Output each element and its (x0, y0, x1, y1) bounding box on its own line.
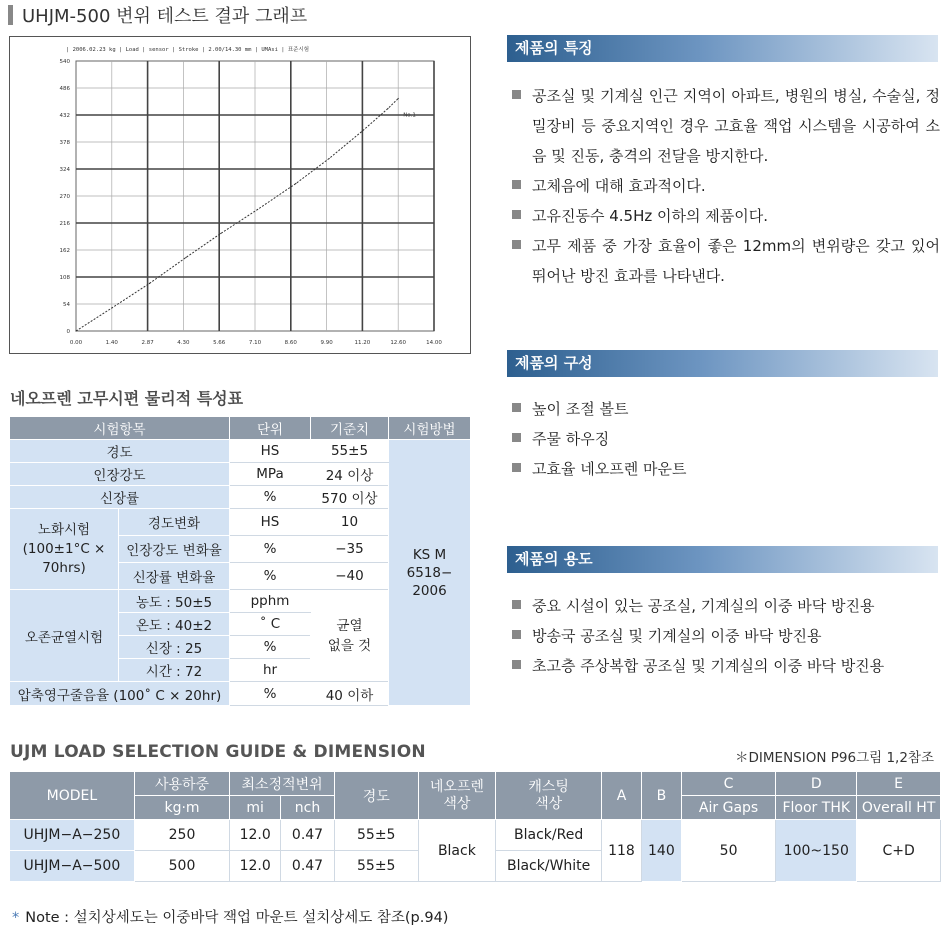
displacement-graph (9, 36, 471, 354)
table-row: UHJM−A−500 500 12.0 0.47 55±5 Black/White (10, 851, 941, 882)
th-standard: 기준치 (311, 417, 389, 440)
th-air-gaps: Air Gaps (681, 796, 776, 820)
x-tick-label: 1.40 (105, 340, 118, 346)
composition-list (512, 394, 940, 484)
th-c: C (681, 772, 776, 796)
table-row: 압축영구줄음율 (100˚ C × 20hr) % 40 이하 (10, 682, 471, 706)
th-unit: 단위 (230, 417, 311, 440)
usage-header: 제품의 용도 (507, 546, 938, 573)
y-tick-label: 486 (59, 86, 70, 92)
note-star: * (12, 910, 20, 926)
bullet-square-icon (512, 463, 521, 472)
footnote: * Note : 설치상세도는 이중바닥 잭업 마운트 설치상세도 참조(p.94) (12, 910, 449, 926)
usage-item: 중요 시설이 있는 공조실, 기계실의 이중 바닥 방진용 (512, 591, 940, 621)
feature-item: 고유진동수 4.5Hz 이하의 제품이다. (512, 201, 940, 231)
x-tick-label: 7.10 (248, 340, 262, 346)
y-tick-label: 378 (59, 140, 70, 146)
bullet-square-icon (512, 180, 521, 189)
bullet-square-icon (512, 403, 521, 412)
composition-item: 고효율 네오프렌 마운트 (512, 454, 940, 484)
bullet-square-icon (512, 600, 521, 609)
ujm-title: UJM LOAD SELECTION GUIDE & DIMENSION (10, 742, 426, 762)
test-method: KS M 6518− 2006 (389, 440, 471, 706)
th-mi: mi (230, 796, 281, 820)
x-tick-label: 2.87 (141, 340, 154, 346)
th-model: MODEL (10, 772, 135, 820)
th-neoprene-color: 네오프렌 색상 (418, 772, 496, 820)
data-point (362, 130, 363, 131)
data-point (220, 233, 221, 234)
data-point (387, 108, 388, 109)
y-tick-label: 270 (59, 194, 70, 200)
y-tick-label: 0 (66, 329, 70, 335)
th-displacement: 최소정적변위 (230, 772, 335, 796)
table-row: 신장률 % 570 이상 (10, 486, 471, 509)
bullet-square-icon (512, 90, 521, 99)
y-tick-label: 54 (63, 302, 70, 308)
x-tick-label: 5.66 (213, 340, 226, 346)
feature-item: 고무 제품 중 가장 효율이 좋은 12mm의 변위량은 갖고 있어 뛰어난 방진 효과를 나타낸다. (512, 231, 940, 291)
data-point (398, 98, 399, 99)
x-tick-label: 14.00 (426, 340, 442, 346)
y-tick-label: 324 (59, 167, 70, 173)
chart-svg (10, 37, 472, 355)
th-item: 시험항목 (10, 417, 230, 440)
th-overall-ht: Overall HT (857, 796, 941, 820)
data-point (329, 158, 330, 159)
table-row: UHJM−A−250 250 12.0 0.47 55±5 Black Black/Red 118 140 50 100~150 C+D (10, 820, 941, 851)
usage-item: 초고층 주상복합 공조실 및 기계실의 이중 바닥 방진용 (512, 651, 940, 681)
table-row: 인장강도 MPa 24 이상 (10, 463, 471, 486)
data-point (295, 183, 296, 184)
y-tick-label: 216 (59, 221, 70, 227)
table-row: 노화시험 (100±1°C × 70hrs) 경도변화 HS 10 (10, 509, 471, 536)
y-tick-label: 432 (59, 113, 70, 119)
ozone-label: 오존균열시험 (10, 590, 119, 682)
th-load: 사용하중 (134, 772, 230, 796)
data-point (257, 209, 258, 210)
table-row: 시간 : 72 hr (10, 659, 471, 682)
ujm-dimension-note: ＊DIMENSION P96그림 1,2참조 (735, 750, 934, 766)
props-title: 네오프렌 고무시편 물리적 특성표 (10, 389, 244, 408)
y-tick-label: 108 (59, 275, 70, 281)
th-hardness: 경도 (334, 772, 418, 820)
y-tick-label: 540 (59, 59, 70, 65)
composition-header: 제품의 구성 (507, 350, 938, 377)
usage-list (512, 591, 940, 681)
page-title-text: UHJM-500 변위 테스트 결과 그래프 (22, 6, 308, 27)
composition-item: 주물 하우징 (512, 424, 940, 454)
x-tick-label: 9.90 (320, 340, 333, 346)
bullet-square-icon (512, 240, 521, 249)
data-point (185, 257, 186, 258)
title-marker (8, 5, 13, 25)
table-row: 신장 : 25 % (10, 636, 471, 659)
bullet-square-icon (512, 210, 521, 219)
data-point (75, 330, 76, 331)
th-e: E (857, 772, 941, 796)
feature-item: 공조실 및 기계실 인근 지역이 아파트, 병원의 병실, 수술실, 정밀장비 등 중요지역인 경우 고효율 잭업 시스템을 시공하여 소음 및 진동, 충격의 전달을 방지한다. (512, 81, 940, 171)
th-casting-color: 캐스팅 색상 (496, 772, 602, 820)
features-header: 제품의 특징 (507, 35, 938, 62)
y-tick-label: 162 (59, 248, 70, 254)
aging-label: 노화시험 (100±1°C × 70hrs) (10, 509, 119, 590)
page-title (8, 4, 307, 26)
data-point (111, 307, 112, 308)
table-row: 오존균열시험 농도 : 50±5 pphm 균열 없을 것 (10, 590, 471, 613)
th-method: 시험방법 (389, 417, 471, 440)
feature-item: 고체음에 대해 효과적이다. (512, 171, 940, 201)
features-list (512, 81, 940, 291)
x-tick-label: 4.30 (177, 340, 190, 346)
x-tick-label: 0.00 (69, 340, 83, 346)
series-line (76, 99, 398, 332)
table-row: 인장강도 변화율 % −35 (10, 536, 471, 563)
x-tick-label: 8.60 (284, 340, 297, 346)
graph-header-text: | 2006.02.23 kg | Load | sensor | Stroke | 2.00/14.30 mm | UMAsi | 표준시험 (66, 47, 310, 53)
ujm-table (9, 771, 941, 882)
table-row: 경도 HS 55±5 KS M 6518− 2006 (10, 440, 471, 463)
th-b: B (641, 772, 681, 820)
data-point (149, 283, 150, 284)
composition-item: 높이 조절 볼트 (512, 394, 940, 424)
bullet-square-icon (512, 660, 521, 669)
ozone-value: 균열 없을 것 (311, 590, 389, 682)
th-load-unit: kg·m (134, 796, 230, 820)
th-nch: nch (281, 796, 335, 820)
props-table (9, 416, 471, 706)
th-d: D (776, 772, 857, 796)
table-row: 온도 : 40±2 ˚ C (10, 613, 471, 636)
x-tick-label: 11.20 (354, 340, 371, 346)
series-label: No.1 (403, 112, 416, 119)
bullet-square-icon (512, 433, 521, 442)
table-row: 신장률 변화율 % −40 (10, 563, 471, 590)
bullet-square-icon (512, 630, 521, 639)
usage-item: 방송국 공조실 및 기계실의 이중 바닥 방진용 (512, 621, 940, 651)
x-tick-label: 12.60 (390, 340, 407, 346)
th-floor-thk: Floor THK (776, 796, 857, 820)
th-a: A (602, 772, 642, 820)
